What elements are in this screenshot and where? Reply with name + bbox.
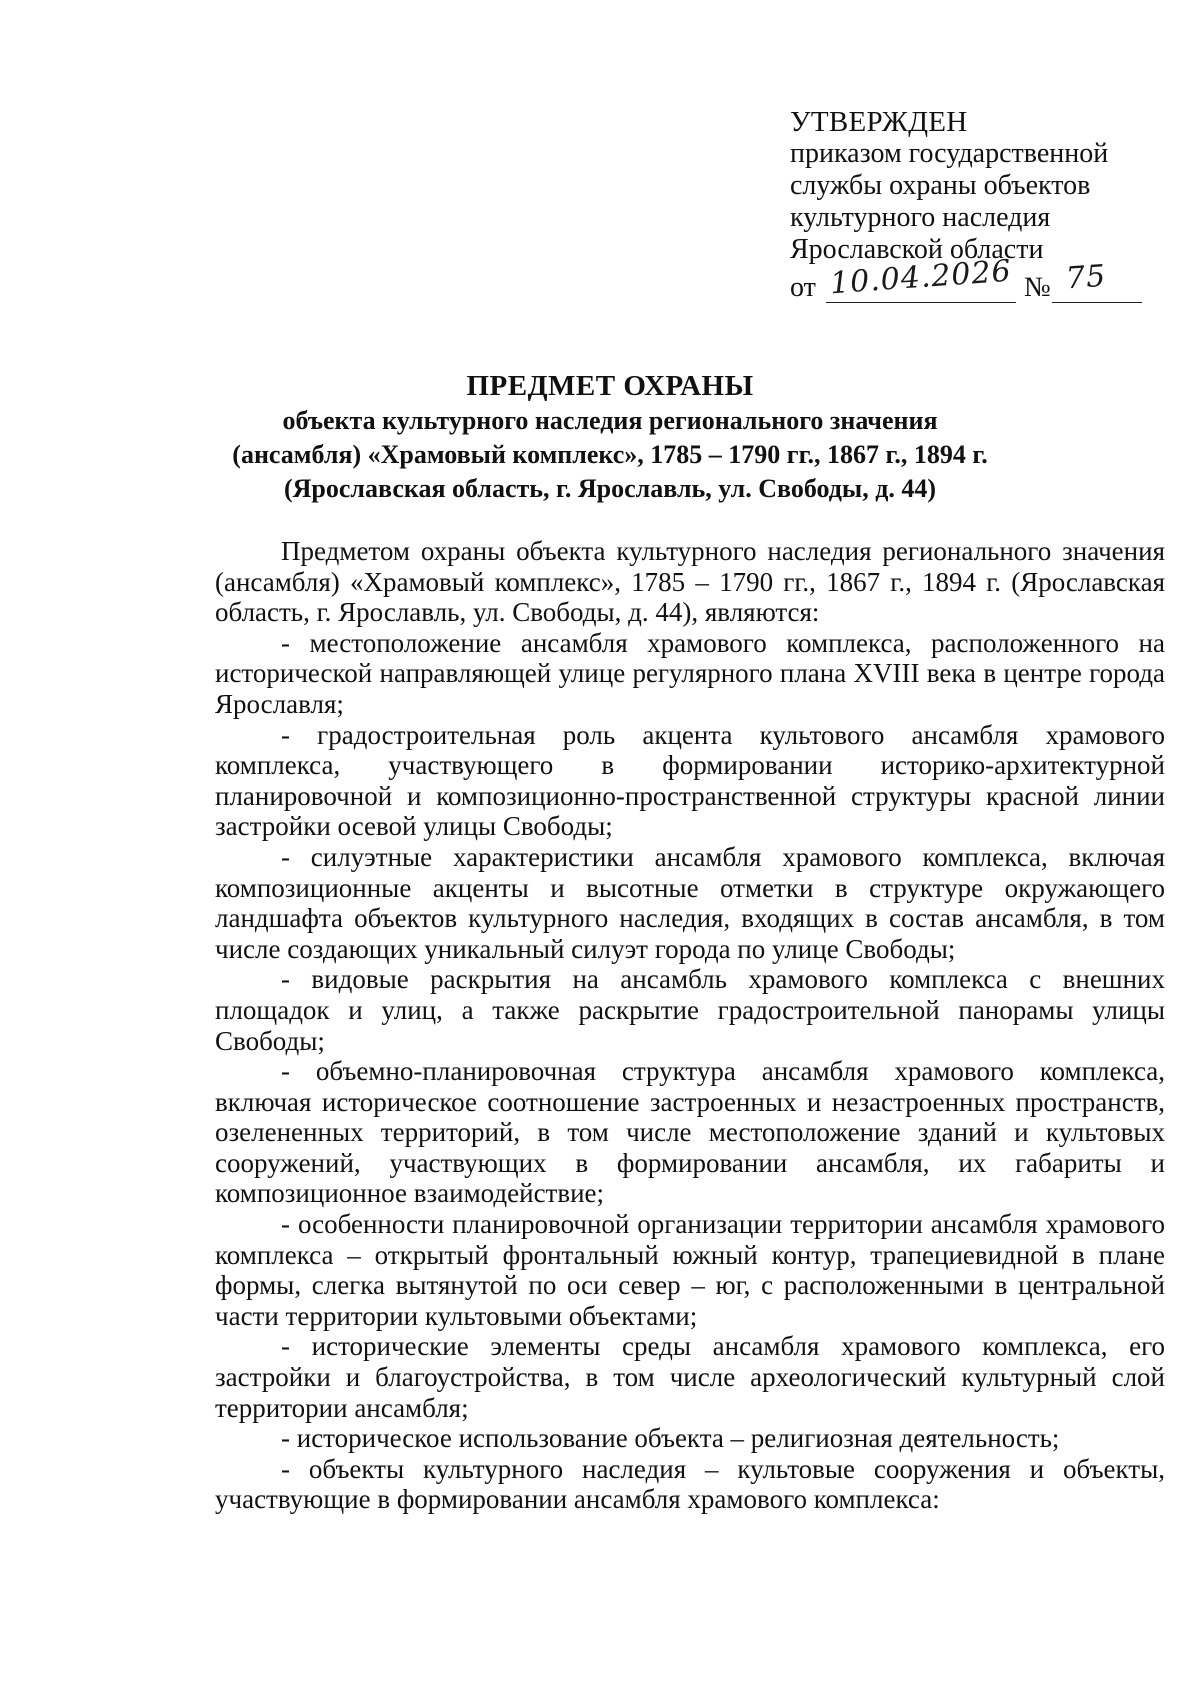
approval-line: приказом государственной	[790, 138, 1109, 169]
date-field	[826, 253, 1016, 303]
list-item: - исторические элементы среды ансамбля храмового комплекса, его застройки и благоустройства, в том числе археологический культурный слой территории ансамбля;	[215, 1331, 1165, 1423]
handwritten-number: 75	[1064, 258, 1108, 297]
number-label: №	[1024, 272, 1051, 303]
approval-date-number-line	[790, 253, 1130, 306]
approval-line: Ярославской области	[790, 234, 1044, 265]
list-item: - особенности планировочной организации территории ансамбля храмового комплекса – открытый фронтальный южный контур, трапециевидной в плане формы, слегка вытянутой по оси север – юг, с расположенными в центральной части территории культовыми объектами;	[215, 1209, 1165, 1331]
list-item: - объекты культурного наследия – культовые сооружения и объекты, участвующие в формировании ансамбля храмового комплекса:	[215, 1453, 1165, 1515]
document-body	[215, 536, 1165, 1515]
approval-line: службы охраны объектов	[790, 170, 1091, 201]
approval-line: культурного наследия	[790, 202, 1051, 233]
title-line: (Ярославская область, г. Ярославль, ул. Свободы, д. 44)	[283, 474, 937, 503]
approval-block	[790, 106, 1130, 306]
list-item: - историческое использование объекта – религиозная деятельность;	[281, 1423, 1060, 1454]
title-line: (ансамбля) «Храмовый комплекс», 1785 – 1790 гг., 1867 г., 1894 г.	[232, 440, 988, 469]
intro-paragraph: Предметом охраны объекта культурного наследия регионального значения (ансамбля) «Храмовый комплекс», 1785 – 1790 гг., 1867 г., 1894 г. (Ярославская область, г. Ярославль, ул. Свободы, д. 44), являются:	[215, 536, 1165, 628]
list-item: - местоположение ансамбля храмового комплекса, расположенного на исторической направляющей улице регулярного плана XVIII века в центре города Ярославля;	[215, 627, 1165, 719]
approval-heading: УТВЕРЖДЕН	[790, 106, 968, 138]
list-item: - силуэтные характеристики ансамбля храмового комплекса, включая композиционные акценты и высотные отметки в структуре окружающего ландшафта объектов культурного наследия, входящих в состав ансамбля, в том числе создающих уникальный силуэт города по улице Свободы;	[215, 841, 1165, 964]
list-item: - градостроительная роль акцента культового ансамбля храмового комплекса, участвующего в формировании историко-архитектурной планировочной и композиционно-пространственной структуры красной линии застройки осевой улицы Свободы;	[215, 719, 1165, 842]
date-prefix: от	[790, 272, 816, 303]
title-heading: ПРЕДМЕТ ОХРАНЫ	[466, 370, 754, 402]
list-item: - объемно-планировочная структура ансамбля храмового комплекса, включая историческое соотношение застроенных и незастроенных пространств, озелененных территорий, в том числе местоположение зданий и культовых сооружений, участвующих в формировании ансамбля, их габариты и композиционное взаимодействие;	[215, 1056, 1165, 1209]
number-field	[1052, 258, 1142, 303]
handwritten-date: 10.04.2026	[828, 253, 1013, 302]
document-title	[160, 368, 1060, 506]
title-line: объекта культурного наследия регионального значения	[282, 406, 938, 435]
list-item: - видовые раскрытия на ансамбль храмового комплекса с внешних площадок и улиц, а также раскрытие градостроительной панорамы улицы Свободы;	[215, 964, 1165, 1056]
